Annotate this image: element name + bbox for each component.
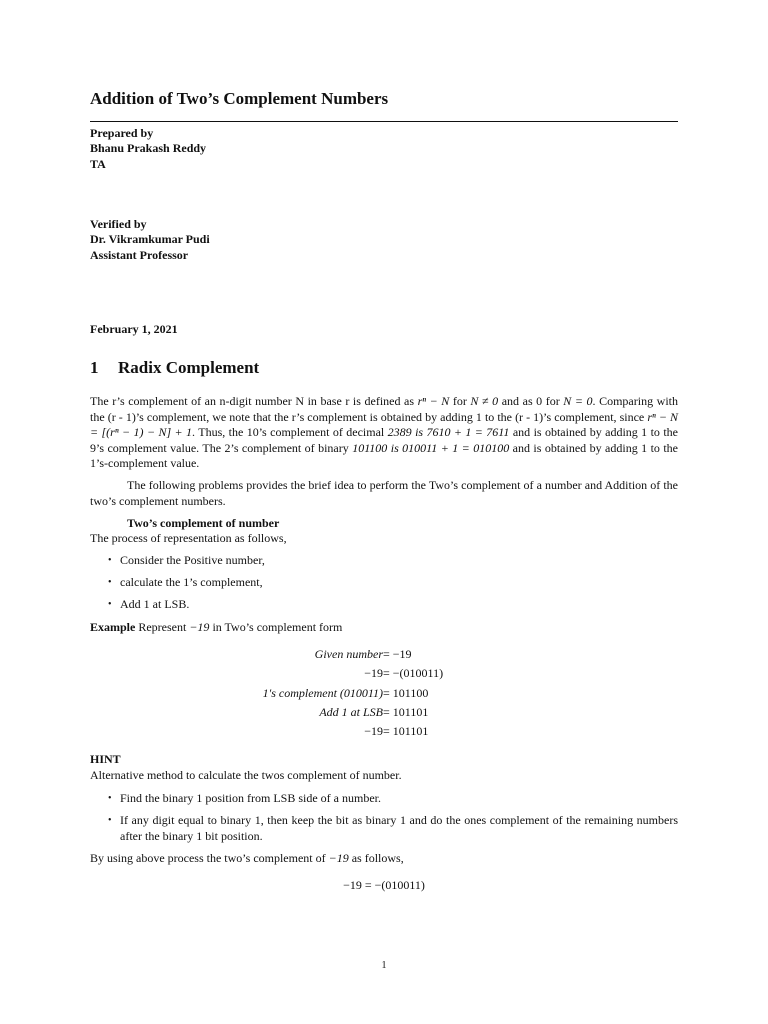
intro-paragraph — [90, 394, 678, 472]
prepared-label: Prepared by — [90, 126, 154, 140]
intro-math: N = 0 — [563, 394, 593, 408]
list-item: • Consider the Positive number, — [108, 553, 678, 569]
intro-text: and as 0 for — [498, 394, 564, 408]
closing-text: as follows, — [348, 851, 404, 865]
example-text: Represent — [135, 620, 190, 634]
title-rule — [90, 121, 678, 122]
example-math: −19 — [189, 620, 210, 634]
equation-row — [90, 724, 678, 742]
hint-list — [108, 791, 678, 844]
equation-rhs: = 101101 — [383, 724, 429, 738]
equation-row — [90, 666, 678, 684]
verified-role: Assistant Professor — [90, 248, 189, 262]
section-number: 1 — [90, 358, 99, 377]
intro-text: . Comparing with the (r - 1)’s complement, we note that the r’s complement is obtained by adding 1 to the (r - 1)’s complement, since — [90, 394, 678, 424]
subheading: Two’s complement of number — [127, 516, 280, 530]
intro-text: . Thus, the 10’s complement of decimal — [192, 425, 388, 440]
process-intro: The process of representation as follows, — [90, 531, 287, 545]
intro-math: N ≠ 0 — [470, 394, 499, 408]
equation-row — [90, 705, 678, 723]
intro-text: and is obtained by adding 1 to the 1’s-complement value. — [90, 440, 678, 471]
equation-lhs: −19 — [364, 666, 383, 680]
intro-math: 2389 is 7610 + 1 = 7611 — [387, 425, 510, 440]
hint-label: HINT — [90, 752, 121, 766]
intro-math: rⁿ − N = [(rⁿ − 1) − N] + 1 — [90, 409, 678, 440]
equation-rhs: = 101100 — [383, 686, 429, 700]
problems-paragraph: The following problems provides the brief idea to perform the Two’s complement of a number and Addition of the two’s complement numbers. — [90, 478, 678, 508]
equation-lhs: −19 — [364, 724, 383, 738]
intro-text: and is obtained by adding 1 to the 9’s complement value. The 2’s complement of binary — [90, 425, 678, 455]
document-title: Addition of Two’s Complement Numbers — [90, 89, 389, 108]
section-title: Radix Complement — [118, 358, 260, 377]
closing-text: By using above process the two’s complement of — [90, 851, 329, 865]
list-item: • Add 1 at LSB. — [108, 597, 678, 613]
page-number: 1 — [381, 960, 387, 971]
prepared-name: Bhanu Prakash Reddy — [90, 141, 207, 155]
intro-math: rⁿ − N — [417, 394, 450, 408]
intro-text: for — [449, 394, 471, 408]
prepared-role: TA — [90, 157, 106, 171]
equation-rhs: = −19 — [383, 647, 412, 661]
equation-row — [90, 686, 678, 704]
list-item: • calculate the 1’s complement, — [108, 575, 678, 591]
verified-name: Dr. Vikramkumar Pudi — [90, 232, 210, 246]
closing-math: −19 — [328, 851, 349, 865]
list-item: • Find the binary 1 position from LSB side of a number. — [108, 791, 678, 807]
section-heading — [90, 358, 259, 378]
example-label: Example — [90, 620, 136, 634]
list-item: • If any digit equal to binary 1, then keep the bit as binary 1 and do the ones complement of the remaining numbers after the binary 1 bit position. — [108, 813, 678, 844]
verified-label: Verified by — [90, 217, 147, 231]
equation-rhs: = 101101 — [383, 705, 429, 719]
equation-lhs: Given number — [314, 647, 383, 661]
final-equation: −19 = −(010011) — [343, 878, 425, 892]
intro-text: The r’s complement of an n-digit number N in base r is defined as — [90, 394, 418, 408]
example-text: in Two’s complement form — [209, 620, 343, 634]
document-date: February 1, 2021 — [90, 322, 178, 336]
equation-lhs: Add 1 at LSB — [319, 705, 383, 719]
equation-row — [90, 647, 678, 665]
closing-line — [90, 851, 404, 866]
hint-text: Alternative method to calculate the twos complement of number. — [90, 768, 402, 782]
equation-rhs: = −(010011) — [383, 666, 444, 680]
process-list — [108, 553, 678, 613]
example-line — [90, 620, 342, 635]
equation-lhs: 1′s complement (010011) — [262, 686, 383, 700]
intro-math: 101100 is 010011 + 1 = 010100 — [352, 440, 510, 455]
